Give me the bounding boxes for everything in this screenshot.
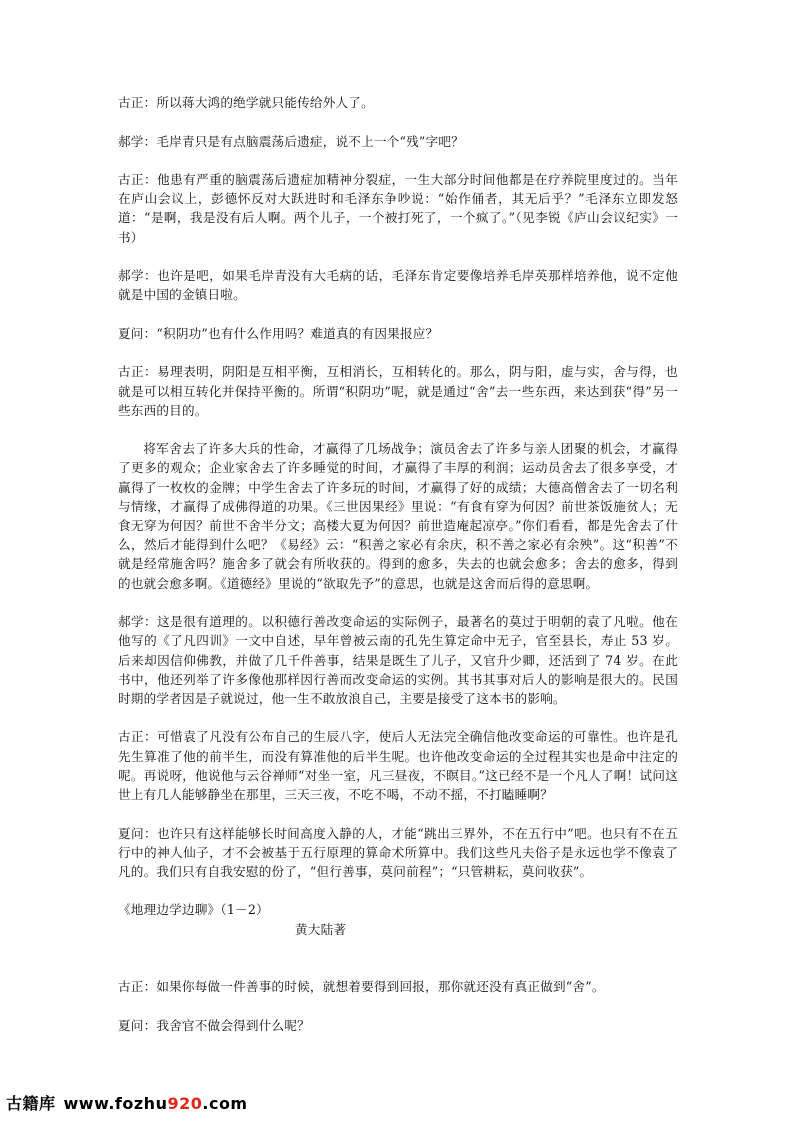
document-body (118, 93, 678, 1054)
paragraph: 夏问：“积阴功”也有什么作用吗？难道真的有因果报应？ (118, 325, 439, 341)
site-name: 古籍库 (6, 1094, 56, 1113)
paragraph: 将军舍去了许多大兵的性命，才赢得了几场战争；演员舍去了许多与亲人团聚的机会，才赢得了更多的观众；企业家舍去了许多睡觉的时间，才赢得了丰厚的利润；运动员舍去了很多享受，才赢得了一枚枚的金牌；中学生舍去了许多玩的时间，才赢得了好的成绩；大德高僧舍去了一切名利与情缘，才赢得了成佛得道的功果。《三世因果经》里说：“有食有穿为何因？前世茶饭施贫人；无食无穿为何因？前世不舍半分文；高楼大夏为何因？前世造庵起凉亭。”你们看看，都是先舍去了什么，然后才能得到什么吧？《易经》云：“积善之家必有余庆，积不善之家必有余殃”。这“积善”不就是经常施舍吗？施舍多了就会有所收获的。得到的愈多，失去的也就会愈多；舍去的愈多，得到的也就会愈多啊。《道德经》里说的“欲取先予”的意思，也就是这舍而后得的意思啊。 (118, 441, 678, 591)
paragraph: 古正：如果你每做一件善事的时候，就想着要得到回报，那你就还没有真正做到“舍”。 (118, 979, 605, 995)
paragraph: 古正：可惜袁了凡没有公布自己的生辰八字，使后人无法完全确信他改变命运的可靠性。也许是孔先生算准了他的前半生，而没有算准他的后半生呢。也许他改变命运的全过程其实也是命中注定的呢。再说呀，他说他与云谷禅师“对坐一室，凡三昼夜，不瞑目。”这已经不是一个凡人了啊！试问这世上有几人能够静坐在那里，三天三夜，不吃不喝，不动不摇，不打瞌睡啊？ (118, 729, 678, 803)
paragraph: 郝学：这是很有道理的。以积德行善改变命运的实际例子，最著名的莫过于明朝的袁了凡啦。他在他写的《了凡四训》一文中自述，早年曾被云南的孔先生算定命中无子，官至县长，寿止 53 岁。后来却因信仰佛教，并做了几千件善事，结果是既生了儿子，又官升少卿，还活到了 74 岁。在此书中，他还列举了许多像他那样因行善而改变命运的实例。其书其事对后人的影响是很大的。民国时期的学者因是子就说过，他一生不敢放浪自己，主要是接受了这本书的影响。 (118, 614, 679, 706)
paragraph: 夏问：我舍官不做会得到什么呢？ (118, 1017, 310, 1033)
url-prefix: www.fozhu (63, 1094, 168, 1113)
url-highlight: 920 (167, 1094, 203, 1113)
section-title: 《地理边学边聊》（1－2） (118, 902, 269, 918)
paragraph: 古正：所以蒋大鸿的绝学就只能传给外人了。 (118, 95, 374, 110)
author-line: 黄大陆著 (295, 921, 347, 937)
paragraph: 古正：易理表明，阴阳是互相平衡，互相消长，互相转化的。那么，阴与阳，虚与实，舍与得，也就是可以相互转化并保持平衡的。所谓“积阴功”呢，就是通过“舍”去一些东西，来达到获“得”另一些东西的目的。 (118, 364, 678, 418)
paragraph: 古正：他患有严重的脑震荡后遗症加精神分裂症，一生大部分时间他都是在疗养院里度过的。当年在庐山会议上，彭德怀反对大跃进时和毛泽东争吵说：“始作俑者，其无后乎？”毛泽东立即发怒道：“是啊，我是没有后人啊。两个儿子，一个被打死了，一个疯了。”（见李锐《庐山会议纪实》一书） (118, 172, 678, 245)
footer-watermark (0, 1085, 270, 1115)
site-watermark (6, 1091, 248, 1114)
paragraph: 郝学：也许是吧，如果毛岸青没有大毛病的话，毛泽东肯定要像培养毛岸英那样培养他，说不定他就是中国的金镇日啦。 (118, 268, 678, 303)
url-suffix: .com (202, 1094, 248, 1113)
paragraph: 郝学：毛岸青只是有点脑震荡后遗症，说不上一个“残”字吧？ (118, 133, 464, 149)
site-url (64, 1094, 248, 1113)
paragraph: 夏问：也许只有这样能够长时间高度入静的人，才能“跳出三界外，不在五行中”吧。也只有不在五行中的神人仙子，才不会被基于五行原理的算命术所算中。我们这些凡夫俗子是永远也学不像袁了凡的。我们只有自我安慰的份了，“但行善事，莫问前程”；“只管耕耘，莫问收获”。 (118, 825, 678, 879)
